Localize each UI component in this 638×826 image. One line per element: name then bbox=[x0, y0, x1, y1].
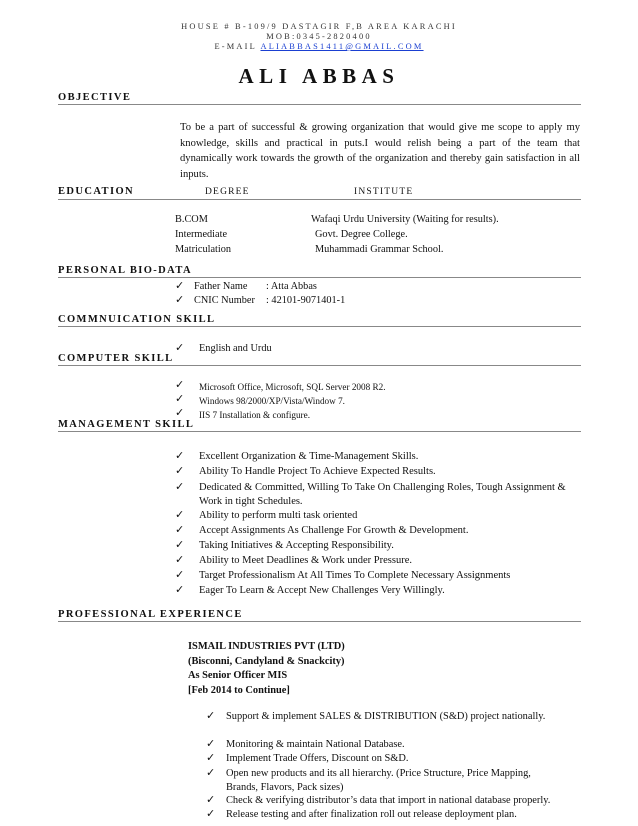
management-item: Excellent Organization & Time-Management Skills. bbox=[199, 451, 419, 462]
email-label: E-MAIL bbox=[214, 42, 257, 51]
check-icon: ✓ bbox=[175, 393, 185, 405]
objective-text: To be a part of successful & growing organization that would give me scope to apply my knowledge, skills and practical in puts.I would relish being a part of the team that dynamically work towards the growth of the organization and thereby gain satisfaction in all inputs. bbox=[180, 122, 580, 180]
cnic-value: : 42101-9071401-1 bbox=[266, 295, 346, 306]
check-icon: ✓ bbox=[175, 481, 185, 493]
institute-column-header: INSTITUTE bbox=[354, 187, 414, 197]
computer-item: Microsoft Office, Microsoft, SQL Server 2008 R2. bbox=[199, 382, 386, 392]
management-divider bbox=[58, 431, 581, 432]
computer-item: Windows 98/2000/XP/Vista/Window 7. bbox=[199, 396, 345, 406]
check-icon: ✓ bbox=[175, 342, 185, 354]
check-icon: ✓ bbox=[206, 738, 216, 750]
check-icon: ✓ bbox=[175, 554, 185, 566]
management-item: Accept Assignments As Challenge For Growth & Development. bbox=[199, 525, 469, 536]
management-item: Taking Initiatives & Accepting Responsibility. bbox=[199, 540, 394, 551]
check-icon: ✓ bbox=[175, 379, 185, 391]
computer-divider bbox=[58, 365, 581, 366]
duty-item: Check & verifying distributor’s data that import in national database properly. bbox=[226, 795, 551, 806]
check-icon: ✓ bbox=[206, 752, 216, 764]
check-icon: ✓ bbox=[175, 450, 185, 462]
father-name-label: Father Name bbox=[194, 281, 248, 292]
objective-heading: OBJECTIVE bbox=[58, 92, 132, 103]
management-item: Ability To Handle Project To Achieve Expected Results. bbox=[199, 466, 436, 477]
institute-cell: Govt. Degree College. bbox=[315, 229, 408, 240]
check-icon: ✓ bbox=[175, 539, 185, 551]
check-icon: ✓ bbox=[175, 407, 185, 419]
management-item: Eager To Learn & Accept New Challenges Very Willingly. bbox=[199, 585, 445, 596]
check-icon: ✓ bbox=[206, 710, 216, 722]
education-heading: EDUCATION bbox=[58, 186, 134, 197]
objective-divider bbox=[58, 104, 581, 105]
check-icon: ✓ bbox=[206, 794, 216, 806]
check-icon: ✓ bbox=[206, 808, 216, 820]
bio-divider bbox=[58, 277, 581, 278]
degree-cell: B.COM bbox=[175, 214, 208, 225]
experience-heading: PROFESSIONAL EXPERIENCE bbox=[58, 609, 243, 620]
education-divider bbox=[58, 199, 581, 200]
management-heading: MANAGEMENT SKILL bbox=[58, 419, 195, 430]
duty-item: Monitoring & maintain National Database. bbox=[226, 739, 405, 750]
job-period: [Feb 2014 to Continue] bbox=[188, 685, 290, 696]
check-icon: ✓ bbox=[175, 584, 185, 596]
computer-item: IIS 7 Installation & configure. bbox=[199, 410, 310, 420]
degree-cell: Intermediate bbox=[175, 229, 228, 240]
duty-item: Release testing and after finalization roll out release deployment plan. bbox=[226, 809, 517, 820]
communication-heading: COMMNUICATION SKILL bbox=[58, 314, 216, 325]
communication-divider bbox=[58, 326, 581, 327]
communication-item: English and Urdu bbox=[199, 343, 272, 354]
company-name: ISMAIL INDUSTRIES PVT (LTD) bbox=[188, 641, 345, 652]
management-item: Ability to perform multi task oriented bbox=[199, 510, 358, 521]
company-brands: (Bisconni, Candyland & Snackcity) bbox=[188, 656, 345, 667]
email-line bbox=[0, 42, 638, 51]
candidate-name: ALI ABBAS bbox=[238, 64, 400, 88]
management-item: Target Professionalism At All Times To Complete Necessary Assignments bbox=[199, 570, 511, 581]
degree-cell: Matriculation bbox=[175, 244, 232, 255]
check-icon: ✓ bbox=[175, 280, 185, 292]
check-icon: ✓ bbox=[175, 294, 185, 306]
check-icon: ✓ bbox=[175, 524, 185, 536]
institute-cell: Muhammadi Grammar School. bbox=[315, 244, 444, 255]
check-icon: ✓ bbox=[175, 569, 185, 581]
duty-item: Support & implement SALES & DISTRIBUTION (S&D) project nationally. bbox=[226, 711, 546, 722]
duty-item: Implement Trade Offers, Discount on S&D. bbox=[226, 753, 409, 764]
address-line: HOUSE # B-109/9 DASTAGIR F,B AREA KARACHI bbox=[181, 22, 457, 31]
email-link[interactable]: ALIABBAS1411@GMAIL.COM bbox=[260, 42, 424, 51]
experience-divider bbox=[58, 621, 581, 622]
mobile-line: MOB:0345-2820400 bbox=[266, 32, 372, 41]
check-icon: ✓ bbox=[175, 509, 185, 521]
father-name-value: : Atta Abbas bbox=[266, 281, 317, 292]
check-icon: ✓ bbox=[175, 465, 185, 477]
institute-cell: Wafaqi Urdu University (Waiting for results). bbox=[311, 214, 499, 225]
management-item: Dedicated & Committed, Willing To Take On Challenging Roles, Tough Assignment & Work in tight Schedules. bbox=[199, 482, 566, 508]
cnic-label: CNIC Number bbox=[194, 295, 255, 306]
check-icon: ✓ bbox=[206, 767, 216, 779]
management-item: Ability to Meet Deadlines & Work under Pressure. bbox=[199, 555, 413, 566]
job-role: As Senior Officer MIS bbox=[188, 670, 288, 681]
computer-heading: COMPUTER SKILL bbox=[58, 353, 174, 364]
degree-column-header: DEGREE bbox=[205, 187, 250, 197]
bio-heading: PERSONAL BIO-DATA bbox=[58, 265, 192, 276]
duty-item: Open new products and its all hierarchy. (Price Structure, Price Mapping, Brands, Flavors, Pack sizes) bbox=[226, 768, 531, 794]
